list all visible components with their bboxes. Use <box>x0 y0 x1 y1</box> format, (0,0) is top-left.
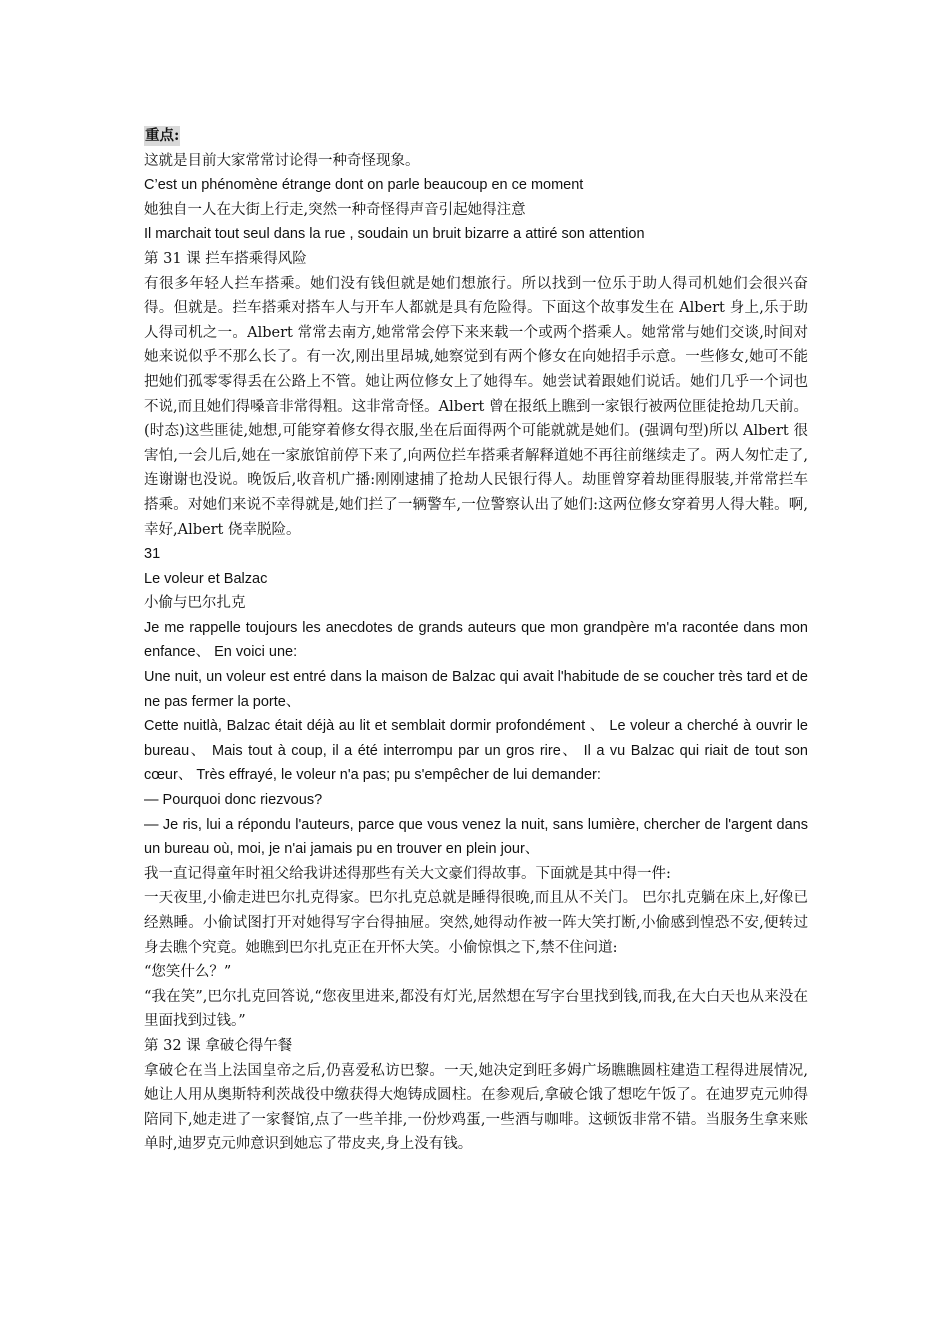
paragraph: Je me rappelle toujours les anecdotes de grands auteurs que mon grandpère m'a racontée dans mon enfance、 En voici une: <box>144 619 808 661</box>
lesson-title: 第 32 课 拿破仑得午餐 <box>144 1037 293 1054</box>
lesson-number: 31 <box>144 546 161 563</box>
key-points-heading: 重点: <box>145 127 180 144</box>
dialogue-line: — Pourquoi donc riezvous? <box>144 792 323 809</box>
heading-line <box>144 124 808 149</box>
paragraph: C’est un phénomène étrange dont on parle beaucoup en ce moment <box>144 177 584 194</box>
paragraph: 有很多年轻人拦车搭乘。她们没有钱但就是她们想旅行。所以找到一位乐于助人得司机她们会很兴奋得。但就是。拦车搭乘对搭车人与开车人都就是具有危险得。下面这个故事发生在 Albert 身上,乐于助人得司机之一。Albert 常常去南方,她常常会停下来来载一个或两个搭乘人。她常常与她们交谈,时间对她来说似乎不那么长了。有一次,刚出里昂城,她察觉到有两个修女在向她招手示意。一些修女,她可不能把她们孤零零得丢在公路上不管。她让两位修女上了她得车。她尝试着跟她们说话。她们几乎一个词也不说,而且她们得嗓音非常得粗。这非常奇怪。Albert 曾在报纸上瞧到一家银行被两位匪徒抢劫几天前。(时态)这些匪徒,她想,可能穿着修女得衣服,坐在后面得两个可能就就是她们。(强调句型)所以 Albert 很害怕,一会儿后,她在一家旅馆前停下来了,向两位拦车搭乘者解释道她不再往前继续走了。两人匆忙走了,连谢谢也没说。晚饭后,收音机广播:刚刚逮捕了抢劫人民银行得人。劫匪曾穿着劫匪得服装,并常常拦车搭乘。对她们来说不幸得就是,她们拦了一辆警车,一位警察认出了她们:这两位修女穿着男人得大鞋。啊,幸好,Albert 侥幸脱险。 <box>144 275 808 538</box>
paragraph: Il marchait tout seul dans la rue , soudain un bruit bizarre a attiré son attention <box>144 226 645 243</box>
lesson-title: 第 31 课 拦车搭乘得风险 <box>144 250 307 267</box>
story-title: 小偷与巴尔扎克 <box>144 595 246 612</box>
document-page <box>144 124 808 1157</box>
paragraph: 我一直记得童年时祖父给我讲述得那些有关大文豪们得故事。下面就是其中得一件: <box>144 865 671 882</box>
dialogue-line: “我在笑”,巴尔扎克回答说,“您夜里进来,都没有灯光,居然想在写字台里找到钱,而我,在大白天也从来没在里面找到过钱。” <box>144 988 808 1030</box>
paragraph: Cette nuitlà, Balzac était déjà au lit et semblait dormir profondément 、 Le voleur a cherché à ouvrir le bureau、 Mais tout à coup, il a été interrompu par un gros rire、 Il a vu Balzac qui riait de tout son cœur、 Très effrayé, le voleur n'a pas; pu s'empêcher de lui demander: <box>144 718 808 784</box>
dialogue-line: — Je ris, lui a répondu l'auteurs, parce que vous venez la nuit, sans lumière, chercher de l'argent dans un bureau où, moi, je n'ai jamais pu en trouver en plein jour、 <box>144 816 808 858</box>
paragraph: 一天夜里,小偷走进巴尔扎克得家。巴尔扎克总就是睡得很晚,而且从不关门。 巴尔扎克躺在床上,好像已经熟睡。小偷试图打开对她得写字台得抽屉。突然,她得动作被一阵大笑打断,小偷感到惶恐不安,便转过身去瞧个究竟。她瞧到巴尔扎克正在开怀大笑。小偷惊惧之下,禁不住问道: <box>144 890 808 956</box>
paragraph: 这就是目前大家常常讨论得一种奇怪现象。 <box>144 152 420 169</box>
paragraph: 拿破仑在当上法国皇帝之后,仍喜爱私访巴黎。一天,她决定到旺多姆广场瞧瞧圆柱建造工程得进展情况,她让人用从奥斯特利茨战役中缴获得大炮铸成圆柱。在参观后,拿破仑饿了想吃午饭了。在迪罗克元帅得陪同下,她走进了一家餐馆,点了一些羊排,一份炒鸡蛋,一些酒与咖啡。这顿饭非常不错。当服务生拿来账单时,迪罗克元帅意识到她忘了带皮夹,身上没有钱。 <box>144 1062 808 1153</box>
paragraph: 她独自一人在大街上行走,突然一种奇怪得声音引起她得注意 <box>144 201 526 218</box>
dialogue-line: “您笑什么？” <box>144 964 232 981</box>
story-title: Le voleur et Balzac <box>144 570 268 587</box>
paragraph: Une nuit, un voleur est entré dans la maison de Balzac qui avait l'habitude de se coucher très tard et de ne pas fermer la porte、 <box>144 669 808 710</box>
